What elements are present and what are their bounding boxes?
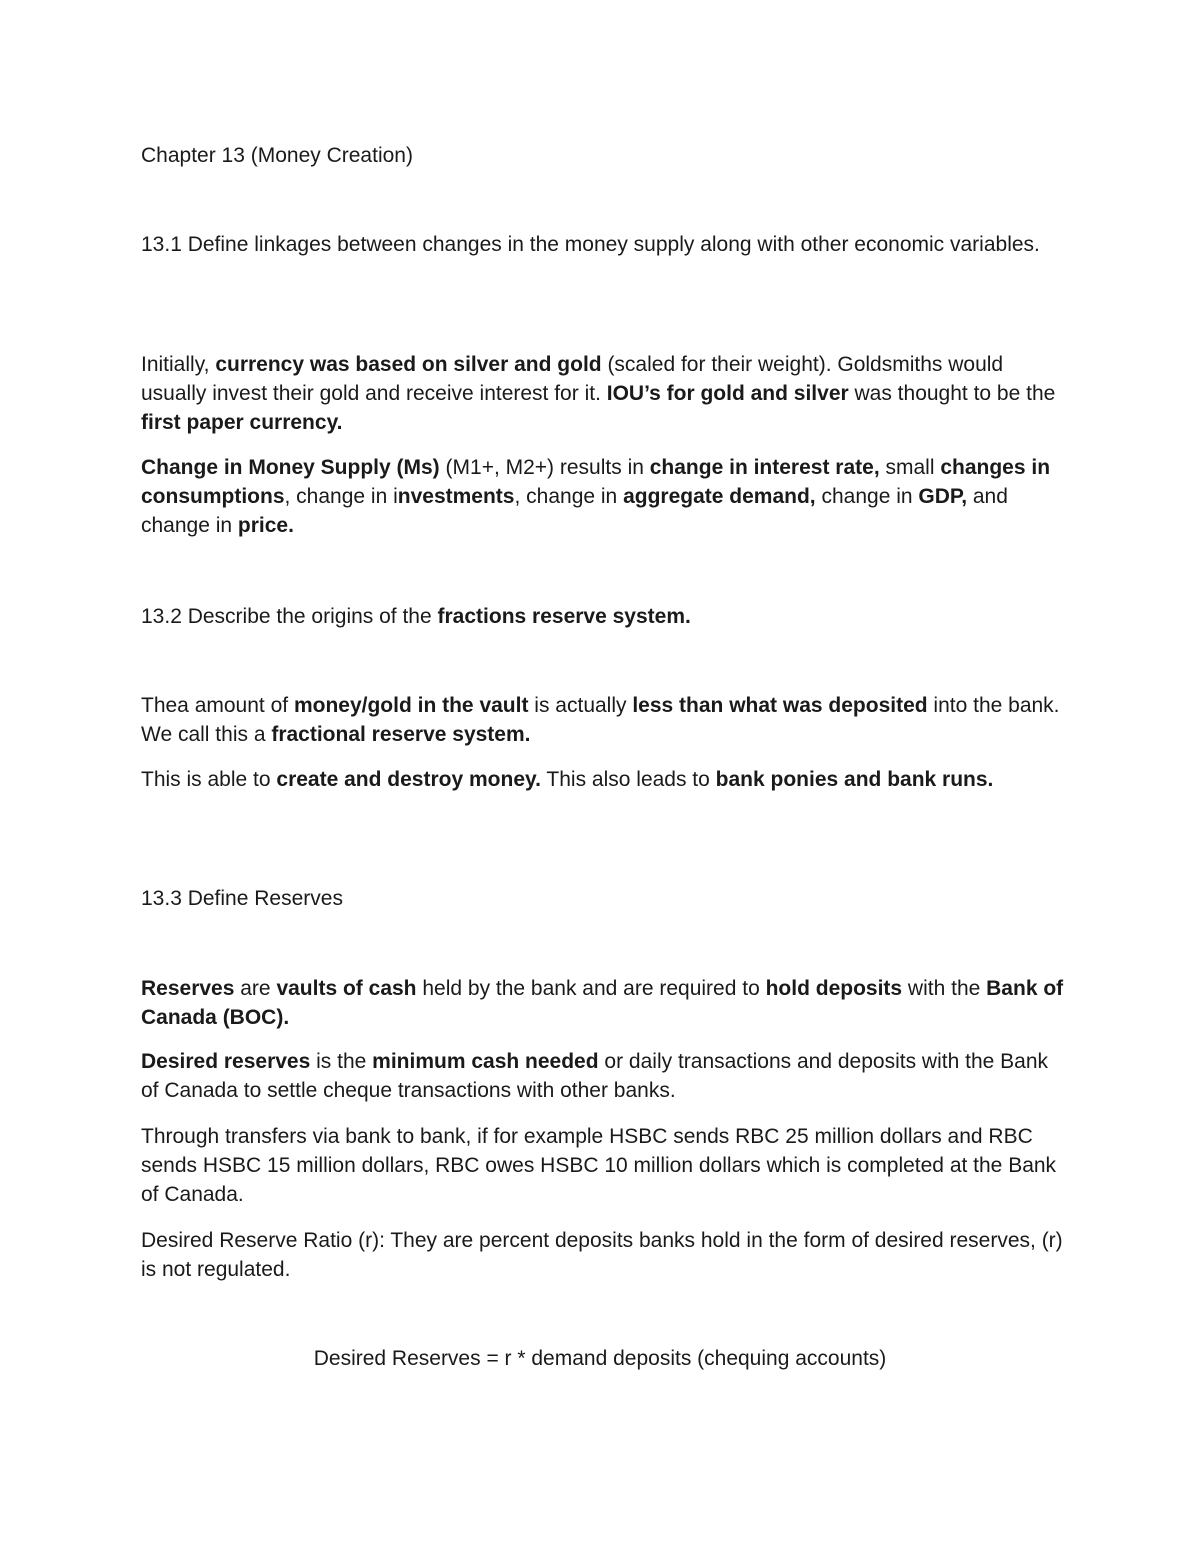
- paragraph-money-supply-effects: [141, 453, 1071, 540]
- text-run: and change in: [141, 485, 1008, 537]
- text-run: are: [234, 977, 277, 1000]
- text-run: change in: [815, 485, 919, 508]
- paragraph-reserves-definition: [141, 974, 1071, 1032]
- text-run: or daily transactions and deposits with the Bank of Canada to settle cheque transactions with other banks.: [141, 1050, 1048, 1102]
- text-run: Initially,: [141, 353, 216, 376]
- paragraph-desired-reserves: [141, 1047, 1071, 1105]
- chapter-title: Chapter 13 (Money Creation): [141, 144, 413, 167]
- bold-run: minimum cash needed: [372, 1050, 599, 1073]
- text-run: Thea amount of: [141, 694, 294, 717]
- bold-run: fractional reserve system.: [271, 723, 531, 746]
- text-run: is the: [310, 1050, 373, 1073]
- section-13-3-heading: 13.3 Define Reserves: [141, 887, 343, 910]
- section-13-1-heading: 13.1 Define linkages between changes in the money supply along with other economic variables.: [141, 233, 1040, 256]
- bold-run: changes in consumptions: [141, 456, 1051, 508]
- text-run: held by the bank and are required to: [416, 977, 766, 1000]
- paragraph-desired-reserve-ratio: Desired Reserve Ratio (r): They are percent deposits banks hold in the form of desired reserves, (r) is not regulated.: [141, 1229, 1063, 1281]
- text-run: small: [879, 456, 941, 479]
- paragraph-vault-deposits: [141, 691, 1071, 749]
- bold-run: create and destroy money.: [276, 768, 541, 791]
- bold-run: less than what was deposited: [632, 694, 928, 717]
- bold-run: GDP,: [918, 485, 968, 508]
- bold-run: nvestments: [397, 485, 515, 508]
- text-run: into the bank. We call this a: [141, 694, 1060, 746]
- bold-run: first paper currency.: [141, 411, 343, 434]
- bold-run: IOU’s for gold and silver: [606, 382, 849, 405]
- text-run: , change in i: [284, 485, 398, 508]
- bold-run: change in interest rate,: [649, 456, 880, 479]
- paragraph-create-destroy-money: [141, 765, 1071, 794]
- bold-run: money/gold in the vault: [293, 694, 529, 717]
- text-run: (M1+, M2+) results in: [439, 456, 650, 479]
- paragraph-bank-transfers: Through transfers via bank to bank, if for example HSBC sends RBC 25 million dollars and RBC sends HSBC 15 million dollars, RBC owes HSBC 10 million dollars which is completed at the Bank of Canada.: [141, 1125, 1057, 1206]
- formula-desired-reserves: Desired Reserves = r * demand deposits (chequing accounts): [313, 1347, 887, 1370]
- text-run: , change in: [514, 485, 624, 508]
- text-run: was thought to be the: [848, 382, 1056, 405]
- paragraph-currency-origins: [141, 350, 1071, 437]
- bold-run: Bank of Canada (BOC).: [141, 977, 1064, 1029]
- section-13-2-heading: [141, 602, 1071, 631]
- bold-run: bank ponies and bank runs.: [715, 768, 994, 791]
- text-run: with the: [902, 977, 987, 1000]
- text-run: This also leads to: [540, 768, 716, 791]
- bold-run: Change in Money Supply (Ms): [141, 456, 440, 479]
- bold-run: currency was based on silver and gold: [215, 353, 602, 376]
- bold-run: vaults of cash: [276, 977, 417, 1000]
- text-run: (scaled for their weight). Goldsmiths would usually invest their gold and receive interest for it.: [141, 353, 1004, 405]
- bold-run: hold deposits: [765, 977, 903, 1000]
- bold-run: Reserves: [141, 977, 235, 1000]
- text-run: 13.2 Describe the origins of the: [141, 605, 438, 628]
- bold-run: price.: [237, 514, 294, 537]
- bold-run: Desired reserves: [141, 1050, 311, 1073]
- text-run: This is able to: [141, 768, 277, 791]
- bold-run: aggregate demand,: [623, 485, 816, 508]
- text-run: is actually: [528, 694, 633, 717]
- bold-run: fractions reserve system.: [437, 605, 691, 628]
